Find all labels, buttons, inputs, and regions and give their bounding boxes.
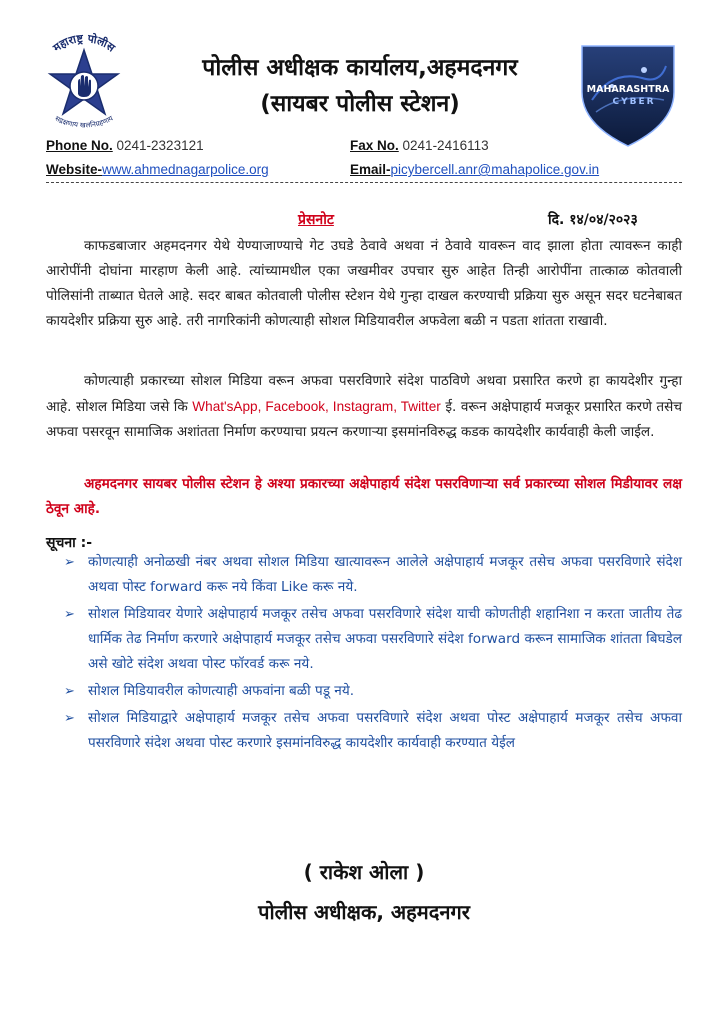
email-link[interactable]: picybercell.anr@mahapolice.gov.in — [390, 162, 600, 177]
maharashtra-cyber-logo — [572, 40, 684, 152]
phone-value: 0241-2323121 — [116, 138, 204, 153]
press-note-date: दि. १४/०४/२०२३ — [548, 212, 638, 228]
phone-label: Phone No. — [46, 138, 113, 153]
paragraph-warning — [46, 369, 682, 445]
press-note-title: प्रेसनोट — [298, 212, 334, 228]
list-item — [62, 679, 682, 704]
svg-text:सद्रक्षणाय खलनिग्रहणाय: सद्रक्षणाय खलनिग्रहणाय — [53, 114, 115, 130]
svg-text:MAHARASHTRA: MAHARASHTRA — [586, 84, 670, 95]
list-item — [62, 602, 682, 677]
phone-line — [46, 138, 204, 153]
paragraph-incident: काफडबाजार अहमदनगर येथे येण्याजाण्याचे गेट उघडे ठेवावे अथवा नं ठेवावे यावरून वाद झाला होता त्यावरून काही आरोपींनी दोघांना मारहाण केली आहे. त्यांच्यामधील एका जखमीवर उपचार सुरु आहेत तिन्ही आरोपींना तात्काळ कोतवाली पोलिसांनी ताब्यात घेतले आहे. सदर बाबत कोतवाली पोलीस स्टेशन येथे गुन्हा दाखल करण्याची प्रक्रिया सुरु असून सदर घटनेबाबत कायदेशीर प्रक्रिया सुरु आहे. तरी नागरिकांनी कोणत्याही सोशल मिडियावरील अफवेला बळी न पडता शांतता राखावी. — [46, 238, 682, 329]
notice-label: सूचना :- — [46, 535, 93, 551]
notice-item-text: सोशल मिडियावर येणारे अक्षेपाहार्य मजकूर तसेच अफवा पसरविणारे संदेश याची कोणतीही शहानिशा न करता जातीय तेढ धार्मिक तेढ निर्माण करणारे अक्षेपाहार्य मजकूर तसेच अफवा पसरविणारे संदेश forward करून सामाजिक शांतता बिघडेल असे खोटे संदेश अथवा पोस्ट फॉरवर्ड करू नये. — [88, 606, 682, 672]
paragraph-warning-text-1: कोणत्याही प्रकारच्या सोशल मिडिया वरून अफवा पसरविणारे संदेश पाठविणे अथवा प्रसारित करणे हा कायदेशीर गुन्हा आहे. सोशल मिडिया जसे कि — [46, 373, 682, 415]
fax-value: 0241-2416113 — [402, 138, 489, 153]
email-label: Email- — [350, 162, 391, 177]
maharashtra-police-logo — [28, 30, 140, 142]
fax-label: Fax No. — [350, 138, 399, 153]
svg-text:CYBER: CYBER — [612, 97, 656, 107]
signatory-name: ( राकेश ओला ) — [303, 860, 425, 884]
office-title: पोलीस अधीक्षक कार्यालय,अहमदनगर — [202, 55, 518, 81]
paragraph-monitoring: अहमदनगर सायबर पोलीस स्टेशन हे अश्या प्रकारच्या अक्षेपाहार्य संदेश पसरविणाऱ्या सर्व प्रकारच्या सोशल मिडीयावर लक्ष ठेवून आहे. — [46, 476, 682, 517]
fax-line — [350, 138, 489, 153]
social-media-apps: What'sApp, Facebook, Instagram, Twitter — [192, 399, 441, 414]
notice-item-text: सोशल मिडियावरील कोणत्याही अफवांना बळी पडू नये. — [88, 683, 355, 699]
arrow-right-icon: ➢ — [64, 607, 75, 622]
arrow-right-icon: ➢ — [64, 684, 75, 699]
list-item — [62, 706, 682, 756]
notice-item-text: सोशल मिडियाद्वारे अक्षेपाहार्य मजकूर तसेच अफवा पसरविणारे संदेश अथवा पोस्ट अक्षेपाहार्य मजकूर तसेच अफवा पसरविणारे संदेश अथवा पोस्ट करणारे इसमांनविरुद्ध कायदेशीर कार्यवाही करण्यात येईल — [88, 710, 682, 751]
website-link[interactable]: www.ahmednagarpolice.org — [102, 162, 269, 177]
arrow-right-icon: ➢ — [64, 711, 75, 726]
list-item — [62, 550, 682, 600]
notice-item-text: कोणत्याही अनोळखी नंबर अथवा सोशल मिडिया खात्यावरून आलेले अक्षेपाहार्य मजकूर तसेच अफवा पसरविणारे संदेश अथवा पोस्ट forward करू नये किंवा Like करू नये. — [88, 554, 682, 595]
office-subtitle: (सायबर पोलीस स्टेशन) — [260, 91, 460, 117]
email-line — [350, 162, 599, 177]
header-divider — [46, 182, 682, 183]
paragraph-warning-text-2: ई. वरून अक्षेपाहार्य मजकूर प्रसारित करणे तसेच अफवा पसरवून सामाजिक अशांतता निर्माण करण्याचा प्रयत्न करणाऱ्या इसमांनविरुद्ध कडक कायदेशीर कार्यवाही केली जाईल. — [46, 399, 682, 440]
signatory-designation: पोलीस अधीक्षक, अहमदनगर — [258, 900, 470, 924]
website-line — [46, 162, 269, 177]
website-label: Website- — [46, 162, 103, 177]
notice-list — [62, 550, 682, 758]
svg-text:महाराष्ट्र पोलीस: महाराष्ट्र पोलीस — [50, 31, 118, 55]
arrow-right-icon: ➢ — [64, 555, 75, 570]
